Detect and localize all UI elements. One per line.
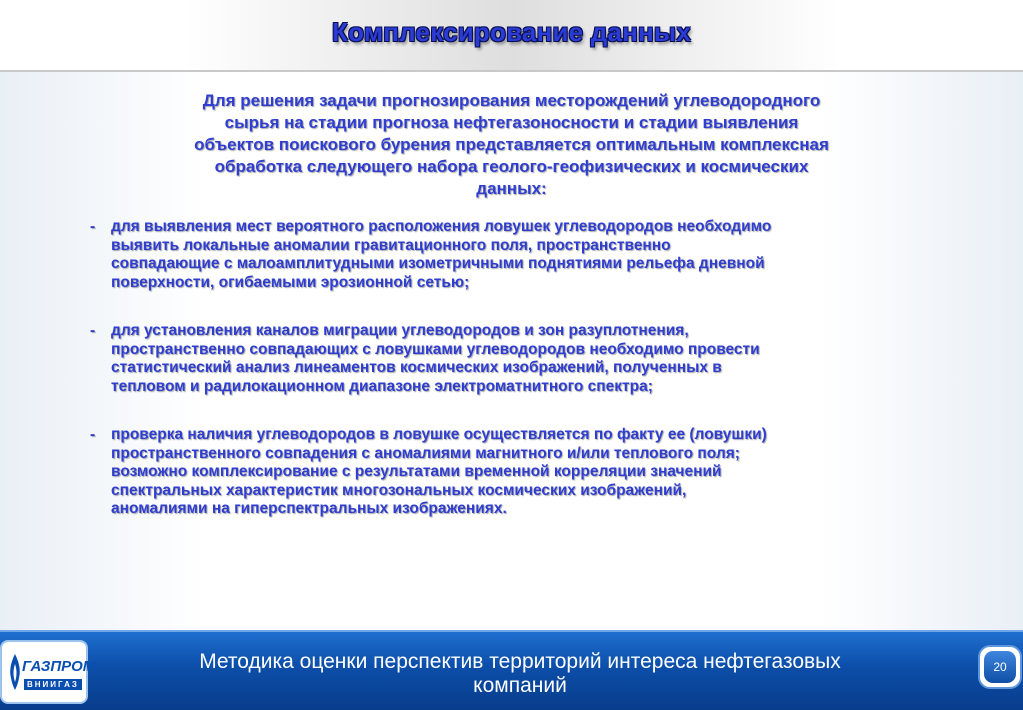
bullet-dash: -: [90, 322, 96, 339]
bullet-line: для выявления мест вероятного расположения ловушек углеводородов необходимо: [111, 218, 772, 235]
footer-bar: [0, 630, 1023, 710]
bullet-line: возможно комплексирование с результатами временной корреляции значений: [111, 463, 722, 480]
bullet-line: пространственно совпадающих с ловушками углеводородов необходимо провести: [111, 340, 760, 358]
bullet-line: спектральных характеристик многозональных космических изображений,: [111, 481, 687, 499]
logo-name: ГАЗПРОМ: [22, 658, 96, 675]
bullet-line: выявить локальные аномалии гравитационного поля, пространственно: [111, 236, 671, 254]
intro-line: данных:: [476, 179, 547, 198]
bullet-line: для установления каналов миграции углеводородов и зон разуплотнения,: [111, 322, 689, 339]
bullet-item-gravity: [90, 218, 910, 292]
slide-content: [0, 90, 1023, 517]
footer-caption-line: компаний: [473, 674, 567, 697]
bullet-line: статистический анализ линеаментов космических изображений, полученных в: [111, 359, 722, 376]
intro-line: Для решения задачи прогнозирования месторождений углеводородного: [202, 91, 821, 110]
gazprom-logo: [2, 642, 96, 702]
flame-icon: [8, 652, 22, 692]
bullet-line: аномалиями на гиперспектральных изображениях.: [111, 500, 507, 517]
bullet-list: [90, 218, 910, 549]
bullet-item-verification: [90, 426, 910, 519]
page-number-badge: [978, 645, 1022, 689]
slide-title: Комплексирование данных: [332, 17, 691, 47]
bullet-line: проверка наличия углеводородов в ловушке осуществляется по факту ее (ловушки): [111, 426, 767, 443]
bullet-dash: -: [90, 218, 96, 235]
footer-caption-line: Методика оценки перспектив территорий интереса нефтегазовых: [199, 650, 841, 673]
intro-line: объектов поискового бурения представляется оптимальным комплексная: [194, 135, 829, 154]
intro-line: обработка следующего набора геолого-геофизических и космических: [214, 157, 809, 176]
bullet-line: поверхности, огибаемыми эрозионной сетью;: [111, 273, 470, 291]
intro-paragraph: [112, 90, 912, 200]
bullet-line: совпадающие с малоамплитудными изометричными поднятиями рельефа дневной: [111, 255, 765, 272]
bullet-line: пространственного совпадения с аномалиями магнитного и/или теплового поля;: [111, 444, 740, 462]
logo-subtitle: ВНИИГАЗ: [24, 679, 82, 690]
bullet-line: тепловом и радилокационном диапазоне электроматнитного спектра;: [111, 377, 653, 395]
page-number: 20: [984, 651, 1016, 683]
bullet-item-migration: [90, 322, 910, 396]
bullet-dash: -: [90, 426, 96, 443]
footer-caption: [140, 650, 900, 698]
intro-line: сырья на стадии прогноза нефтегазоносности и стадии выявления: [224, 113, 799, 132]
header-bar: [0, 0, 1023, 72]
